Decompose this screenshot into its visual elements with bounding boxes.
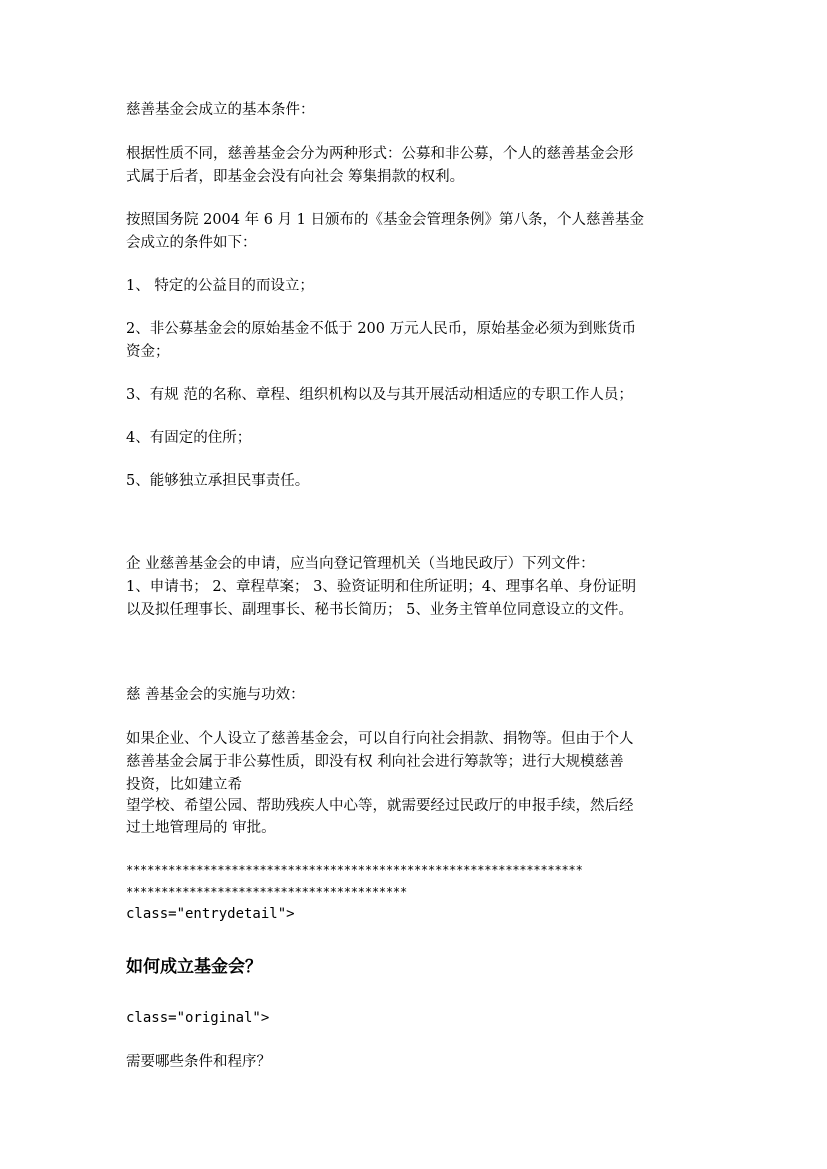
condition-item-4: 4、有固定的住所； [126,430,252,446]
entrydetail-class-text: class="entrydetail"> [126,906,295,922]
section1-intro-line2: 式属于后者，即基金会没有向社会 筹集捐款的权利。 [126,169,465,185]
section3-body-line3: 投资，比如建立希 [126,777,242,793]
section2-docs-line1: 1、申请书； 2、章程草案； 3、验资证明和住所证明；4、理事名单、身份证明 [126,579,637,595]
condition-item-2: 2、非公募基金会的原始基金不低于 200 万元人民币，原始基金必须为到账货币 [126,321,637,337]
condition-item-1: 1、 特定的公益目的而设立； [126,278,314,294]
section3-body-line2: 慈善基金会属于非公募性质，即没有权 利向社会进行筹款等；进行大规模慈善 [126,754,624,770]
section3-body-line1: 如果企业、个人设立了慈善基金会，可以自行向社会捐款、捐物等。但由于个人 [126,731,634,747]
section3-title: 慈 善基金会的实施与功效： [126,687,305,703]
section4-heading: 如何成立基金会？ [126,957,262,977]
section4-question: 需要哪些条件和程序？ [126,1054,271,1070]
original-class-text: class="original"> [126,1010,270,1026]
separator-stars-line1: ***************************************************************** [126,863,583,877]
condition-item-2-continued: 资金； [126,344,170,360]
section1-regulation-line2: 会成立的条件如下： [126,235,257,251]
section1-regulation-line1: 按照国务院 2004 年 6 月 1 日颁布的《基金会管理条例》第八条，个人慈善基金 [126,212,645,228]
separator-stars-line2: **************************************** [126,885,407,899]
section3-body-line4: 望学校、希望公园、帮助残疾人中心等，就需要经过民政厅的申报手续，然后经 [126,798,634,814]
section2-docs-line2: 以及拟任理事长、副理事长、秘书长简历； 5、业务主管单位同意设立的文件。 [126,602,633,618]
section3-body-line5: 过土地管理局的 审批。 [126,820,276,836]
condition-item-5: 5、能够独立承担民事责任。 [126,473,310,489]
section1-intro-line1: 根据性质不同，慈善基金会分为两种形式：公募和非公募，个人的慈善基金会形 [126,146,634,162]
section2-title: 企 业慈善基金会的申请，应当向登记管理机关（当地民政厅）下列文件： [126,556,595,572]
condition-item-3: 3、有规 范的名称、章程、组织机构以及与其开展活动相适应的专职工作人员； [126,387,633,403]
section1-title: 慈善基金会成立的基本条件： [126,102,315,118]
